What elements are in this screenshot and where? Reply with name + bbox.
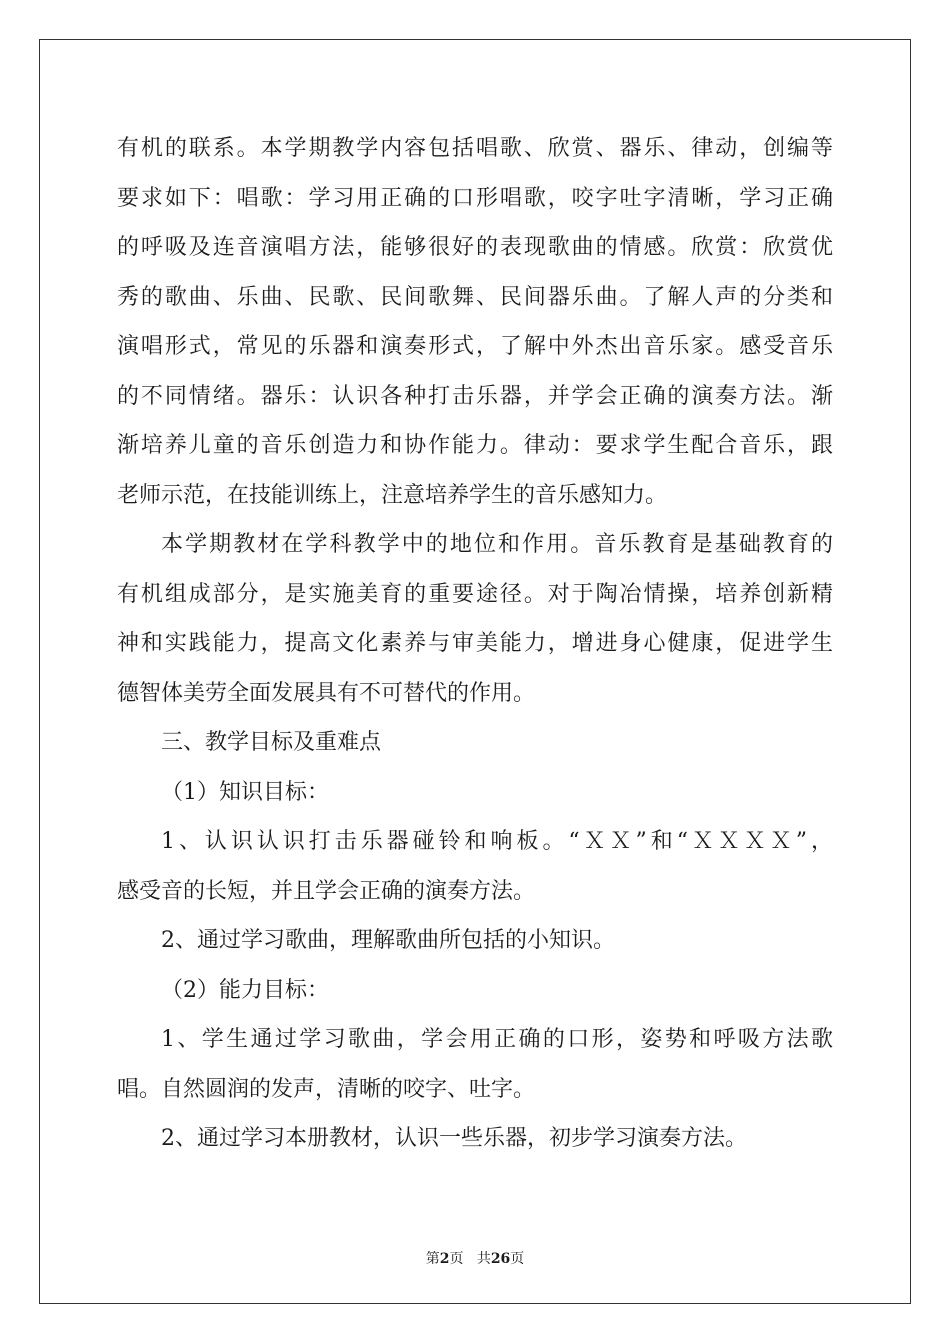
text-line: 老师示范，在技能训练上，注意培养学生的音乐感知力。 — [117, 482, 668, 508]
paragraph — [117, 520, 833, 718]
text-line: 的不同情绪。器乐：认识各种打击乐器，并学会正确的演奏方法。渐 — [117, 383, 833, 409]
list-item: 2、通过学习本册教材，认识一些乐器，初步学习演奏方法。 — [161, 1126, 747, 1151]
list-item: 2、通过学习歌曲，理解歌曲所包括的小知识。 — [161, 928, 615, 953]
text-line: 演唱形式，常见的乐器和演奏形式，了解中外杰出音乐家。感受音乐 — [117, 334, 833, 359]
text-line: 德智体美劳全面发展具有不可替代的作用。 — [117, 680, 536, 706]
text-line: 秀的歌曲、乐曲、民歌、民间歌舞、民间器乐曲。了解人声的分类和 — [117, 284, 833, 310]
text-line: 有机组成部分，是实施美育的重要途径。对于陶冶情操，培养创新精 — [117, 581, 833, 607]
list-item — [117, 1015, 833, 1114]
text-line: 要求如下：唱歌：学习用正确的口形唱歌，咬字吐字清晰，学习正确 — [117, 185, 833, 211]
list-item — [117, 817, 833, 916]
section-heading: 三、教学目标及重难点 — [161, 730, 382, 755]
text-line: 唱。自然圆润的发声，清晰的咬字、吐字。 — [117, 1076, 536, 1102]
text-line: 神和实践能力，提高文化素养与审美能力，增进身心健康，促进学生 — [117, 631, 833, 656]
page-number: 2 — [439, 1251, 450, 1267]
footer-total-suffix: 页 — [510, 1251, 525, 1267]
text-line: 本学期教材在学科教学中的地位和作用。音乐教育是基础教育的 — [161, 532, 833, 557]
text-line: 1、认识认识打击乐器碰铃和响板。“ＸＸ”和“ＸＸＸＸ”， — [161, 829, 833, 854]
text-line: 1、学生通过学习歌曲，学会用正确的口形，姿势和呼吸方法歌 — [161, 1027, 833, 1052]
document-body — [117, 124, 833, 1164]
text-line: 有机的联系。本学期教学内容包括唱歌、欣赏、器乐、律动，创编等 — [117, 136, 833, 161]
text-line: 的呼吸及连音演唱方法，能够很好的表现歌曲的情感。欣赏：欣赏优 — [117, 235, 833, 260]
footer-total-prefix: 共 — [476, 1251, 491, 1267]
subsection-heading: （1）知识目标： — [161, 779, 329, 805]
footer-page-suffix: 页 — [449, 1251, 464, 1267]
total-pages: 26 — [490, 1251, 511, 1267]
text-line: 渐培养儿童的音乐创造力和协作能力。律动：要求学生配合音乐，跟 — [117, 433, 833, 458]
paragraph — [117, 124, 833, 520]
text-line: 感受音的长短，并且学会正确的演奏方法。 — [117, 878, 536, 904]
page-footer — [0, 1248, 950, 1268]
footer-prefix: 第 — [425, 1251, 440, 1267]
subsection-heading: （2）能力目标： — [161, 977, 329, 1003]
